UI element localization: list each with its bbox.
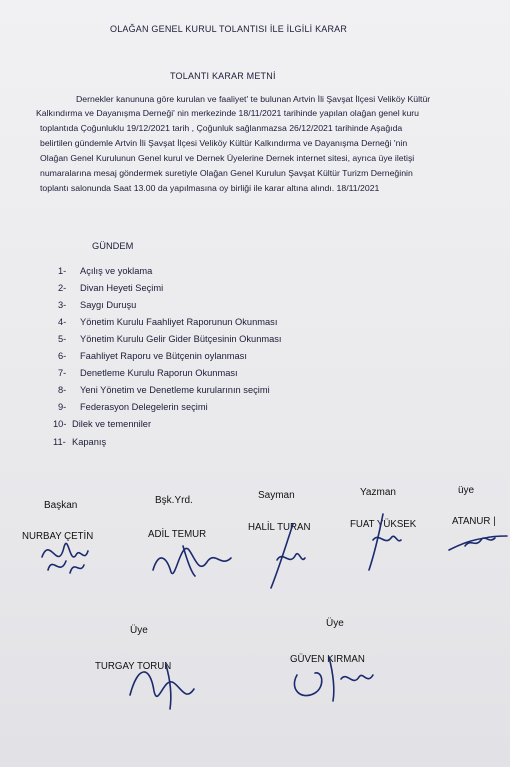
agenda-item-number: 8- — [58, 385, 67, 395]
document-title: OLAĞAN GENEL KURUL TOLANTISI İLE İLGİLİ KARAR — [110, 24, 348, 34]
agenda-heading: GÜNDEM — [92, 241, 134, 251]
body-line: Kalkındırma ve Dayanışma Derneği' nin merkezinde 18/11/2021 tarihinde yapılan olağan genel kuru — [36, 108, 420, 118]
body-line: toplantı salonunda Saat 13.00 da yapılmasına oy birliği ile karar altına alındı. 18/11/2021 — [40, 183, 380, 193]
body-line: belirtilen gündemle Artvin İli Şavşat İlçesi Veliköy Kültür Kalkındırma ve Dayanışma Derneği 'nin — [40, 138, 408, 148]
signatory-role: Sayman — [258, 490, 295, 501]
agenda-item-text: Saygı Duruşu — [80, 300, 137, 310]
agenda-item-number: 6- — [58, 351, 67, 361]
signatory-role: Başkan — [44, 500, 78, 511]
agenda-item-text: Dilek ve temenniler — [72, 419, 152, 429]
agenda-item-number: 3- — [58, 300, 67, 310]
signature-mark — [255, 520, 315, 595]
signatory-role: Üye — [130, 625, 148, 636]
signatory-role: Bşk.Yrd. — [155, 495, 193, 506]
signatory-name: TURGAY TORUN — [95, 661, 172, 672]
document-subtitle: TOLANTI KARAR METNİ — [170, 71, 276, 81]
agenda-item-text: Divan Heyeti Seçimi — [80, 283, 164, 293]
body-line: numaralarına mesaj göndermek suretiyle Olağan Genel Kurulun Şavşat Kültür Turizm Derneğinin — [40, 168, 413, 178]
signature-mark — [285, 645, 385, 705]
agenda-item-number: 5- — [58, 334, 67, 344]
agenda-item-number: 9- — [58, 402, 67, 412]
signature-mark — [120, 645, 210, 715]
body-line: Dernekler kanununa göre kurulan ve faaliyet' te bulunan Artvin İli Şavşat İlçesi Veliköy Kültür — [76, 94, 431, 104]
signature-mark — [355, 510, 405, 575]
signature-mark — [445, 530, 510, 555]
agenda-item-number: 10- — [53, 419, 67, 429]
agenda-item-text: Faahliyet Raporu ve Bütçenin oylanması — [80, 351, 247, 361]
signatory-role: Üye — [326, 618, 344, 629]
signatory-name: GÜVEN KIRMAN — [290, 654, 365, 665]
signatory-name: NURBAY ÇETİN — [22, 531, 94, 542]
agenda-item-text: Federasyon Delegelerin seçimi — [80, 402, 208, 412]
agenda-item-number: 7- — [58, 368, 67, 378]
agenda-item-text: Kapanış — [72, 437, 107, 447]
signature-mark — [145, 520, 240, 585]
signatory-name: HALİL TURAN — [248, 522, 311, 533]
agenda-item-number: 1- — [58, 266, 67, 276]
agenda-item-text: Yönetim Kurulu Gelir Gider Bütçesinin Okunması — [80, 334, 282, 344]
signatory-role: üye — [458, 485, 475, 496]
agenda-item-text: Yeni Yönetim ve Denetleme kurularının seçimi — [80, 385, 270, 395]
agenda-item-number: 11- — [53, 437, 66, 447]
agenda-item-number: 2- — [58, 283, 67, 293]
agenda-item-text: Denetleme Kurulu Raporun Okunması — [80, 368, 238, 378]
signatory-name: FUAT YÜKSEK — [350, 519, 417, 530]
body-line: Olağan Genel Kurulunun Genel kurul ve Dernek Üyelerine Dernek internet sitesi, ayrıca üye iletişi — [40, 153, 415, 163]
body-line: toplantıda Çoğunluklu 19/12/2021 tarih , Çoğunluk sağlanmazsa 26/12/2021 tarihinde Aşağıda — [40, 123, 403, 133]
agenda-item-text: Açılış ve yoklama — [80, 266, 153, 276]
agenda-item-number: 4- — [58, 317, 67, 327]
signatory-name: ATANUR | — [452, 516, 496, 527]
signature-mark — [30, 525, 100, 585]
signatory-role: Yazman — [360, 487, 396, 498]
agenda-item-text: Yönetim Kurulu Faahliyet Raporunun Okunması — [80, 317, 278, 327]
signatory-name: ADİL TEMUR — [148, 529, 207, 540]
